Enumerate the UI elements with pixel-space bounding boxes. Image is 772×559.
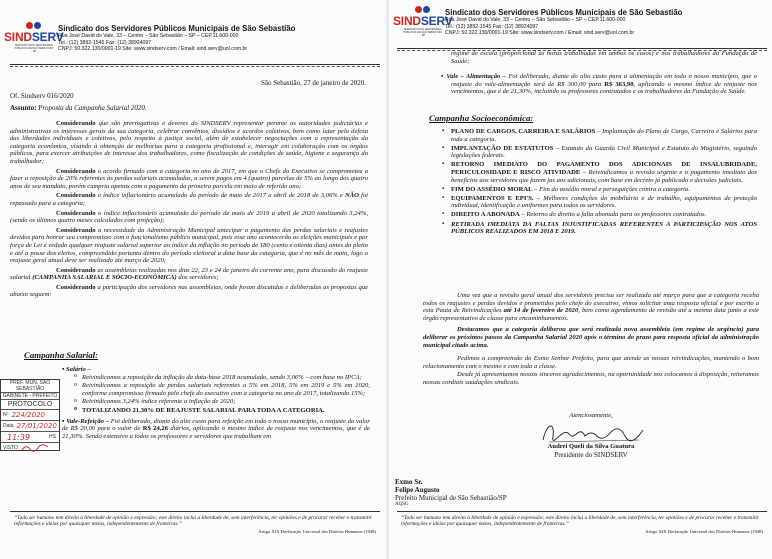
considerando-5: Considerando a necessidade da Administração Municipal antecipar o pagamento das perdas salariais e reajustes devidos para honrar seu compromisso com o funcionalismo público municipal, pois esse ano acontecerão as eleições municipais e por força de Lei é vedado qualquer reajuste salarial superior ao índice da inflação no período de 180 (cento e oitenta dias) antes do pleito e até a posse dos eleitos, compreendido portanto dentro do período eleitoral a data base da categoria, que é no mês de maio, logo o reajuste geral anual deve ser realizado até março de 2020; <box>10 226 368 265</box>
subject-label: Assunto: <box>10 104 37 112</box>
recipient-role: Prefeito Municipal de São Sebastião/SP <box>395 494 507 502</box>
signature-role: Presidente do SINDSERV <box>554 451 628 459</box>
socio-item: ▪ EQUIPAMENTOS E EPI'S. – Melhores condições do mobiliário e de trabalho, equipamentos de proteção individual, identificação e uniformes para todos os servidores. <box>451 195 757 210</box>
vale-alimentacao: ▪ Vale – Alimentação – Foi deliberado, diante do alto custo para a alimentação em todo o nosso município, que o reajuste do vale-alimentação será de R$ 300,00 para R$ 363,90, aplicando o mesmo índice de reajuste nos vencimentos, que é de 21,30%, incluindo os professores contratados e os trabalhadores da Fundação de Saúde. <box>441 73 758 96</box>
recipient-salutation: Exmo Sr. <box>395 478 423 486</box>
stamp-time-row: 11:39 HS <box>1 432 59 443</box>
salario-item: o Reivindicamos a reposição da inflação da data-base 2018 acumulado, sendo 3,06% – com base no IPCA; <box>82 374 370 382</box>
sindserv-logo <box>4 22 64 53</box>
salario-item: o Reivindicamos 3,24% índice referente a inflação de 2020; <box>82 398 370 406</box>
logo-subtitle: SINDICATO DOS SERVIDORES PÚBLICOS DE SÃO SEBASTIÃO - SP <box>14 44 54 53</box>
socio-item: ▪ RETIRADA IMEDIATA DA FALTAS INJUSTIFICADAS REFERENTES A PARTICIPAÇÃO NOS ATOS PÚBLICOS REALIZADOS EM 2018 E 2019. <box>451 221 757 236</box>
considerando-4: Considerando o índice inflacionário acumulado do período de maio de 2019 a abril de 2020 totalizando 3,24%, (sendo os últimos quatro meses calculados com projeção); <box>10 209 368 225</box>
footer-quote: “Todo ser humano tem direito à liberdade de opinião e expressão; este direito inclui a liberdade de, sem interferência, ter opiniões e de procurar receber e transmitir informações e ideias por quaisquer meios, independentemente de fronteiras.” <box>14 515 373 528</box>
footer-source: Artigo XIX Declaração Universal dos Direitos Humanos (1948) <box>258 529 376 534</box>
paragraph-request: Pedimos a compreensão do Exmo Senhor Prefeito, para que atende as nossas reivindicações, mantendo o bom relacionamento com o mesmo e com toda a classe. <box>423 355 759 370</box>
campanha-salarial-heading: Campanha Salarial: <box>24 350 99 360</box>
considerandos-block <box>10 120 368 299</box>
header-divider <box>397 48 767 49</box>
campanha-socioeconomica-heading: Campanha Socioeconômica: <box>429 113 534 123</box>
socio-list <box>439 128 757 237</box>
salario-list <box>70 374 370 415</box>
stamp-visto-row: VISTO <box>1 443 59 452</box>
stamp-line1: PREF. MUN. SÃO SEBASTIÃO <box>1 380 59 393</box>
stamp-time-handwritten: 11:39 <box>7 432 31 442</box>
handwritten-signature <box>539 418 649 446</box>
stamp-date-handwritten: 27/01/2020 <box>16 422 57 430</box>
stamp-number-handwritten: 224/2020 <box>11 411 45 419</box>
protocol-stamp <box>0 379 60 451</box>
signature-name: Audrei Queli da Silva Guatura <box>547 443 635 450</box>
visto-scribble-icon <box>21 444 51 452</box>
considerando-3: Considerando o índice inflacionário acumulado do período de maio de 2017 a abril de 2018 de 3,06% e NÃO foi repassado para a categoria; <box>10 192 369 207</box>
logo-emblem-icon <box>413 6 433 14</box>
header-divider-dashed <box>10 66 380 67</box>
recipient-block <box>395 478 655 508</box>
continuation-line: regime de escala (proporcional às horas trabalhadas em ambos os casos) e nos trabalhadores da Fundação de Saúde; <box>451 50 757 65</box>
letterhead-title: Sindicato dos Servidores Públicos Municipais de São Sebastião <box>58 24 296 33</box>
paragraph-assembly: Destacamos que a categoria deliberou que será realizada nova assembleia (em regime de urgência) para deliberar os próximos passos da Campanha Salarial 2020 após o término do prazo para resposta oficial da administração municipal citado acima. <box>423 326 759 349</box>
considerando-closing: Considerando a participação dos servidores nas assembleias, onde foram discutidas e deliberadas as propostas que abaixo seguem: <box>10 283 369 299</box>
salario-item: o Reivindicamos a reposição de perdas salariais referentes a 5% em 2018, 5% em 2019 e 5% em 2020, conforme compromisso firmado pelo chefe do executivo com a categoria no ano de 2017, totalizando 15%; <box>82 382 370 397</box>
logo-wordmark: SINDSERV <box>4 30 64 44</box>
considerando-2: Considerando o acordo firmado com a categoria no ano de 2017, em que o Chefe do Executivo se comprometeu a fazer a reposição de 20% referentes às perdas salariais acumuladas, a serem pagos em 4 (quatro) parcelas de 5% ao longo dos quatro anos de seu mandato, porém cumpriu apenas com o pagamento da primeira parcela em maio de referido ano; <box>10 167 368 190</box>
considerando-1: Considerando que são prerrogativas e deveres do SINDSERV representar perante as autoridades judiciárias e administrativas os interesses gerais da sua categoria, celebrar convênios, dissídios e acordos coletivos, bem como lutar pela defesa das liberdades individuais e coletivas, pelo respeito à justiça social, além de estabelecer negociações com a representação da categoria econômica, visando à obtenção de melhorias para a categoria profissional e, interagir em colaboração com os órgãos públicos, para exercer atribuições de interesse dos trabalhadores, como fiscalização de condições de saúde, higiene e segurança do trabalhador; <box>10 120 368 165</box>
letter-page-2 <box>389 0 772 559</box>
socio-item: ▪ FIM DO ASSÉDIO MORAL – Fim do assédio moral e perseguições contra a categoria. <box>451 186 757 194</box>
paragraph-thanks: Desde já apresentamos nossos sinceros agradecimentos, na oportunidade nos colocamos à disposição, reiteramos nossas cordiais saudações sindicais. <box>423 371 759 386</box>
footer-source: Artigo XIX Declaração Universal dos Direitos Humanos (1948) <box>645 529 763 534</box>
salario-section <box>62 366 370 440</box>
socio-item: ▪ IMPLANTAÇÃO DE ESTATUTOS – Estatuto da Guarda Civil Municipal e Estatuto do Magistério, seguindo legislações federais. <box>451 145 757 160</box>
paragraph-deadline: Uma vez que a revisão geral anual dos servidores precisa ser realizada até março para que a categoria receba todos os reajustes e perdas devidos e prometidos pelo chefe do executivo, vimos solicitar uma resposta oficial e por escrito a esta Pauta de Reivindicações até 14 de fevereiro de 2020, bem como agendamento de revisão até a mesma data junto a este órgão representativo de classe para encaminhamentos. <box>423 292 759 322</box>
footer-divider <box>397 511 767 512</box>
stamp-line2: GABINETE - PREFEITO <box>2 393 58 399</box>
salario-item-total: o TOTALIZANDO 21,30% DE REAJUSTE SALARIAL PARA TODA A CATEGORIA. <box>82 407 370 415</box>
stamp-number-row: Nº 224/2020 <box>1 410 59 421</box>
recipient-name: Felipe Augusto <box>395 486 440 494</box>
letterhead-title: Sindicato dos Servidores Públicos Municipais de São Sebastião <box>445 8 683 17</box>
letterhead-phone: Tel.: (12) 3892-1545 Fax: (12) 38924097 <box>58 39 152 46</box>
recipient-ref: AQSG <box>395 502 409 507</box>
closing-paragraphs <box>423 292 759 387</box>
socio-item: ▪ RETORNO IMEDIATO DO PAGAMENTO DOS ADICIONAIS DE INSALUBRIDADE, PERICULOSIDADE E RISCO ATIVIDADE – Reivindicamos a revisão urgente e o pagamento imediato dos benefícios aos servidores que fazem jus aos adicionais, com base em decreto já publicado e decisões judiciais. <box>451 161 757 184</box>
considerando-6: Considerando as assembleias realizadas nos dias 22, 23 e 24 de janeiro do corrente ano, para discussão do reajuste salarial (CAMPANHA SALARIAL E SÓCIO-ECONÔMICA) dos servidores; <box>10 266 368 282</box>
logo-subtitle: SINDICATO DOS SERVIDORES PÚBLICOS DE SÃO SEBASTIÃO - SP <box>403 28 443 37</box>
vale-refeicao: ▪ Vale-Refeição – Foi deliberado, diante do alto custo para refeição em todo o nosso município, o reajuste do valor de R$ 20,00 para o valor de R$ 24,26 diários, aplicando o mesmo índice de reajuste nos vencimentos, que é de 21,30%. Sendo extensivo a todos os professores e servidores que trabalham em <box>62 417 370 440</box>
letterhead <box>58 24 380 53</box>
socio-item: ▪ PLANO DE CARGOS, CARREIRA E SALÁRIOS – Implantação do Plano de Cargo, Carreira e Salários para toda a categoria. <box>451 128 757 143</box>
header-divider <box>10 64 380 65</box>
letter-date: São Sebastião, 27 de janeiro de 2020. <box>261 79 366 87</box>
salario-label: ▪ Salário – <box>62 366 91 373</box>
subject-text: Proposta da Campanha Salarial 2020. <box>38 104 147 112</box>
letter-reference: Of. Sindserv 016/2020 <box>10 92 74 100</box>
stamp-date-row: Data 27/01/2020 <box>1 421 59 432</box>
socio-item: ▪ DIREITO A ABONADA – Retorno do direito a falta abonada para os professores contratados. <box>451 211 757 219</box>
footer-quote: “Todo ser humano tem direito à liberdade de opinião e expressão; este direito inclui a liberdade de, sem interferência, ter opiniões e de procurar receber e transmitir informações e ideias por quaisquer meios, independentemente de fronteiras.” <box>401 515 760 528</box>
logo-emblem-icon <box>24 22 44 30</box>
logo-wordmark: SINDSERV <box>393 14 453 28</box>
letterhead-cnpj: CNPJ: 50.322.130/0001-19 Site: www.sindserv.com / Email: sind.serv@uol.com.br <box>445 30 635 37</box>
letterhead-phone: Tel.: (12) 3892-1545 Fax: (12) 38924097 <box>445 23 539 30</box>
stamp-line3: PROTOCOLO <box>1 400 59 410</box>
footer-divider <box>10 511 380 512</box>
closing-salutation: Atenciosamente, <box>569 412 613 419</box>
letter-subject <box>10 105 147 113</box>
sindserv-logo-page2 <box>393 6 453 37</box>
letterhead-cnpj: CNPJ: 50.322.130/0001-19 Site: www.sindserv.com / Email: sind.serv@uol.com.br <box>58 46 248 53</box>
letterhead-page2 <box>445 8 767 37</box>
letterhead-address: Rua José David do Vale, 33 – Centro – São Sebastião – SP – CEP.11.600-000 <box>58 33 239 39</box>
letterhead-address: Rua José David do Vale, 33 – Centro – São Sebastião – SP – CEP.11.600-000 <box>445 17 626 23</box>
